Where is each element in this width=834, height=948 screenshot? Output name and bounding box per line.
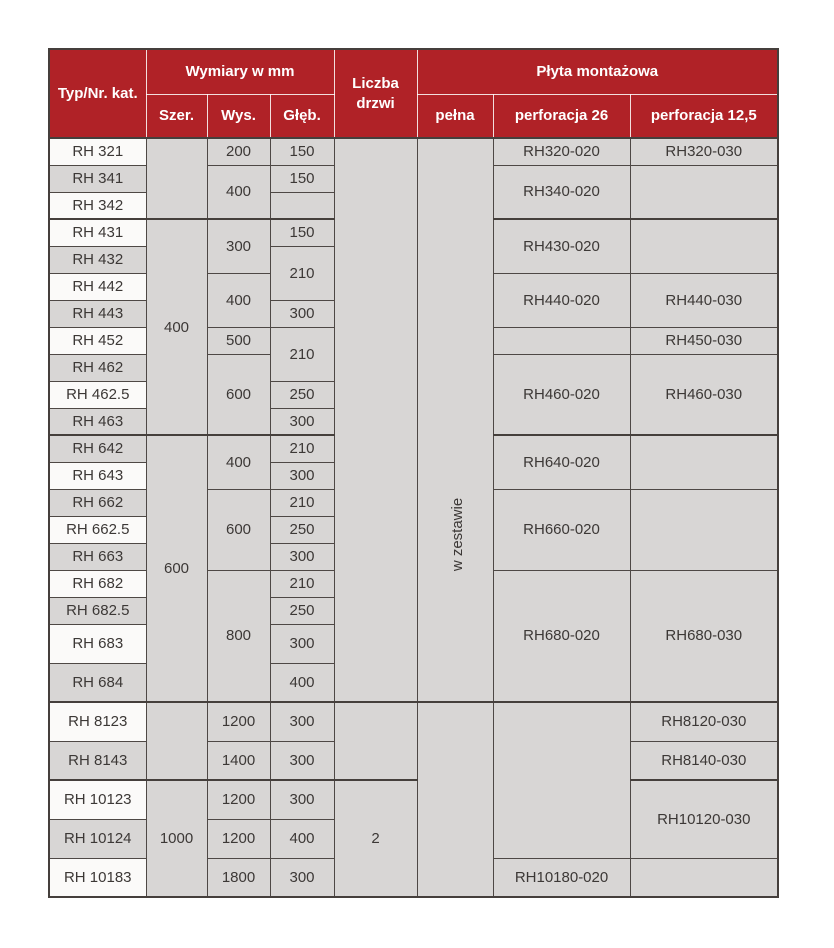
cell-gleb: 150 [270,165,334,192]
table-row [49,780,778,819]
cell-gleb: 300 [270,462,334,489]
cell-typ: RH 321 [49,138,146,165]
header-liczba-drzwi: Liczba drzwi [334,49,417,138]
cell-wys: 1800 [207,858,270,897]
cell-drzwi-empty [334,138,417,702]
cell-perf26: RH640-020 [493,435,630,489]
header-perforacja-26: perforacja 26 [493,94,630,138]
header-szer: Szer. [146,94,207,138]
cell-typ: RH 10183 [49,858,146,897]
cell-szer-empty [146,138,207,219]
cell-gleb: 210 [270,435,334,462]
header-wymiary: Wymiary w mm [146,49,334,94]
cell-perf125: RH10120-030 [630,780,778,858]
cell-pelna-empty [417,702,493,897]
cell-wys: 500 [207,327,270,354]
cell-typ: RH 684 [49,663,146,702]
cell-typ: RH 683 [49,624,146,663]
cell-perf26: RH660-020 [493,489,630,570]
cell-wys: 1200 [207,780,270,819]
cell-perf125: RH450-030 [630,327,778,354]
cell-szer: 400 [146,219,207,435]
table-body [49,138,778,897]
cell-perf125: RH460-030 [630,354,778,435]
cell-perf26: RH10180-020 [493,858,630,897]
cell-typ: RH 10124 [49,819,146,858]
cell-gleb: 400 [270,819,334,858]
cell-gleb: 300 [270,543,334,570]
cell-gleb: 210 [270,327,334,381]
cell-gleb-empty [270,192,334,219]
cell-perf125-empty [630,219,778,273]
cell-wys: 300 [207,219,270,273]
cell-perf26: RH320-020 [493,138,630,165]
cell-typ: RH 341 [49,165,146,192]
cell-typ: RH 682.5 [49,597,146,624]
cell-perf125-empty [630,435,778,489]
cell-typ: RH 443 [49,300,146,327]
cell-wys: 400 [207,435,270,489]
cell-perf26: RH680-020 [493,570,630,702]
cell-perf125: RH8120-030 [630,702,778,741]
cell-perf125-empty [630,489,778,570]
cell-szer: 600 [146,435,207,702]
cell-typ: RH 662.5 [49,516,146,543]
cell-perf26: RH440-020 [493,273,630,327]
cell-perf26-empty [493,702,630,858]
table-row [49,138,778,165]
cell-typ: RH 462 [49,354,146,381]
cell-perf125-empty [630,858,778,897]
cell-typ: RH 8123 [49,702,146,741]
cell-typ: RH 642 [49,435,146,462]
cell-szer: 1000 [146,780,207,897]
header-perforacja-125: perforacja 12,5 [630,94,778,138]
cell-pelna-w-zestawie [417,138,493,702]
cell-perf125: RH440-030 [630,273,778,327]
cell-gleb: 300 [270,702,334,741]
cell-perf125: RH680-030 [630,570,778,702]
header-wys: Wys. [207,94,270,138]
cell-typ: RH 643 [49,462,146,489]
table-row [49,702,778,741]
cell-perf125: RH320-030 [630,138,778,165]
cell-gleb: 400 [270,663,334,702]
cell-typ: RH 431 [49,219,146,246]
cell-perf26: RH460-020 [493,354,630,435]
cell-drzwi-empty [334,702,417,780]
cell-gleb: 250 [270,516,334,543]
cell-wys: 600 [207,489,270,570]
cell-typ: RH 462.5 [49,381,146,408]
cell-wys: 200 [207,138,270,165]
w-zestawie-label: w zestawie [448,497,466,572]
cell-gleb: 210 [270,570,334,597]
cell-gleb: 250 [270,381,334,408]
cell-gleb: 300 [270,408,334,435]
cell-gleb: 300 [270,624,334,663]
cell-wys: 1200 [207,819,270,858]
product-table [48,48,779,898]
cell-drzwi: 2 [334,780,417,897]
cell-typ: RH 663 [49,543,146,570]
cell-typ: RH 662 [49,489,146,516]
cell-wys: 800 [207,570,270,702]
cell-gleb: 210 [270,489,334,516]
cell-gleb: 250 [270,597,334,624]
cell-perf125-empty [630,165,778,219]
cell-typ: RH 452 [49,327,146,354]
cell-wys: 1200 [207,702,270,741]
cell-typ: RH 10123 [49,780,146,819]
cell-typ: RH 682 [49,570,146,597]
cell-gleb: 150 [270,138,334,165]
header-typ-nr-kat: Typ/Nr. kat. [49,49,146,138]
cell-perf26: RH430-020 [493,219,630,273]
cell-perf26-empty [493,327,630,354]
cell-wys: 600 [207,354,270,435]
cell-gleb: 150 [270,219,334,246]
cell-wys: 400 [207,165,270,219]
cell-gleb: 300 [270,780,334,819]
header-plyta-montazowa: Płyta montażowa [417,49,778,94]
cell-typ: RH 432 [49,246,146,273]
cell-typ: RH 463 [49,408,146,435]
cell-perf125: RH8140-030 [630,741,778,780]
cell-szer-empty [146,702,207,780]
table-header [49,49,778,138]
header-pelna: pełna [417,94,493,138]
cell-typ: RH 342 [49,192,146,219]
cell-gleb: 300 [270,858,334,897]
cell-perf26: RH340-020 [493,165,630,219]
cell-gleb: 300 [270,300,334,327]
cell-gleb: 300 [270,741,334,780]
header-gleb: Głęb. [270,94,334,138]
cell-wys: 1400 [207,741,270,780]
cell-typ: RH 8143 [49,741,146,780]
cell-typ: RH 442 [49,273,146,300]
cell-gleb: 210 [270,246,334,300]
cell-wys: 400 [207,273,270,327]
